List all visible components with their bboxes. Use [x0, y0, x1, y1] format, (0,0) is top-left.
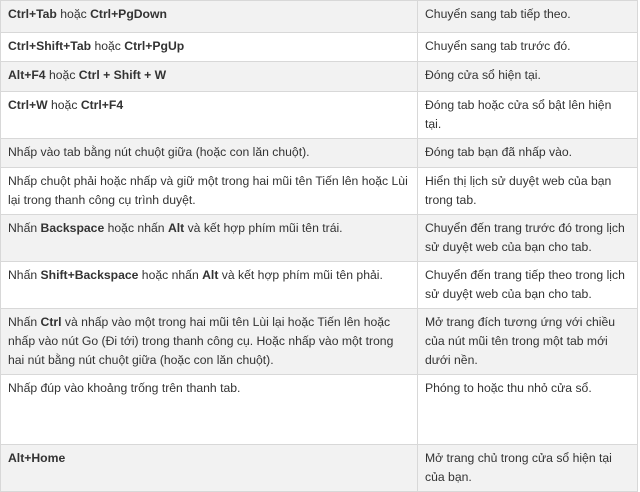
- shortcut-key: Ctrl+PgDown: [90, 7, 167, 21]
- shortcut-text: Nhấp đúp vào khoảng trống trên thanh tab.: [8, 381, 241, 395]
- action-cell: [418, 375, 638, 445]
- shortcut-text: hoặc: [56, 7, 91, 21]
- shortcut-text: hoặc: [47, 98, 81, 112]
- shortcut-text: hoặc: [91, 39, 125, 53]
- shortcut-text: Nhấp chuột phải hoặc nhấp và giữ một trong hai mũi tên Tiến lên hoặc Lùi lại trong thanh công cụ trình duyệt.: [8, 174, 408, 207]
- table-row: [1, 262, 638, 309]
- action-text: Chuyển đến trang trước đó trong lịch sử duyệt web của bạn cho tab.: [425, 221, 625, 254]
- action-text: Đóng tab hoặc cửa sổ bật lên hiện tại.: [425, 98, 612, 131]
- shortcut-cell: [1, 309, 418, 375]
- shortcut-text: hoặc nhấn: [138, 268, 203, 282]
- shortcut-text: và kết hợp phím mũi tên trái.: [184, 221, 343, 235]
- table-row: [1, 139, 638, 168]
- table-row: [1, 309, 638, 375]
- shortcut-cell: [1, 168, 418, 215]
- shortcut-key: Alt+Home: [8, 451, 66, 465]
- shortcut-key: Ctrl: [40, 315, 62, 329]
- shortcut-cell: [1, 215, 418, 262]
- action-text: Chuyển sang tab trước đó.: [425, 39, 571, 53]
- action-text: Chuyển sang tab tiếp theo.: [425, 7, 571, 21]
- shortcut-key: Alt+F4: [8, 68, 46, 82]
- action-text: Đóng cửa sổ hiện tại.: [425, 68, 541, 82]
- shortcuts-table-body: [1, 1, 638, 492]
- action-cell: [418, 33, 638, 62]
- shortcut-cell: [1, 33, 418, 62]
- shortcut-key: Ctrl + Shift + W: [78, 68, 167, 82]
- shortcut-key: Ctrl+W: [8, 98, 48, 112]
- action-text: Đóng tab bạn đã nhấp vào.: [425, 145, 573, 159]
- action-cell: [418, 309, 638, 375]
- shortcut-text: Nhấn: [8, 315, 41, 329]
- action-text: Phóng to hoặc thu nhỏ cửa sổ.: [425, 381, 592, 395]
- table-row: [1, 62, 638, 92]
- shortcut-text: Nhấn: [8, 221, 41, 235]
- shortcut-cell: [1, 262, 418, 309]
- table-row: [1, 375, 638, 445]
- action-text: Chuyển đến trang tiếp theo trong lịch sử duyệt web của bạn cho tab.: [425, 268, 625, 301]
- shortcut-text: hoặc nhấn: [104, 221, 168, 235]
- shortcut-text: Nhấn: [8, 268, 41, 282]
- shortcut-key: Ctrl+PgUp: [124, 39, 185, 53]
- table-row: [1, 445, 638, 492]
- table-row: [1, 92, 638, 139]
- action-text: Hiển thị lịch sử duyệt web của bạn trong tab.: [425, 174, 612, 207]
- shortcut-key: Ctrl+Tab: [8, 7, 57, 21]
- table-row: [1, 215, 638, 262]
- shortcut-key: Alt: [202, 268, 219, 282]
- action-cell: [418, 262, 638, 309]
- action-cell: [418, 62, 638, 92]
- action-cell: [418, 168, 638, 215]
- shortcut-text: Nhấp vào tab bằng nút chuột giữa (hoặc con lăn chuột).: [8, 145, 310, 159]
- action-text: Mở trang đích tương ứng với chiều của nút mũi tên trong một tab mới dưới nền.: [425, 315, 616, 367]
- shortcut-text: và kết hợp phím mũi tên phải.: [218, 268, 383, 282]
- shortcut-cell: [1, 375, 418, 445]
- shortcut-key: Alt: [167, 221, 185, 235]
- table-row: [1, 1, 638, 33]
- table-row: [1, 33, 638, 62]
- action-text: Mở trang chủ trong cửa sổ hiện tại của bạn.: [425, 451, 612, 484]
- shortcut-key: Ctrl+F4: [80, 98, 124, 112]
- shortcut-text: hoặc: [45, 68, 79, 82]
- table-row: [1, 168, 638, 215]
- shortcut-cell: [1, 139, 418, 168]
- shortcut-key: Shift+Backspace: [40, 268, 139, 282]
- shortcut-cell: [1, 62, 418, 92]
- action-cell: [418, 445, 638, 492]
- shortcut-key: Ctrl+Shift+Tab: [8, 39, 92, 53]
- shortcut-cell: [1, 92, 418, 139]
- action-cell: [418, 92, 638, 139]
- shortcut-key: Backspace: [40, 221, 105, 235]
- shortcut-cell: [1, 445, 418, 492]
- action-cell: [418, 1, 638, 33]
- shortcut-cell: [1, 1, 418, 33]
- action-cell: [418, 215, 638, 262]
- shortcut-text: và nhấp vào một trong hai mũi tên Lùi lại hoặc Tiến lên hoặc nhấp vào nút Go (Đi tới) trong thanh công cụ. Hoặc nhấp vào một trong hai nút bằng nút chuột giữa (hoặc con lăn chuột).: [8, 315, 394, 367]
- action-cell: [418, 139, 638, 168]
